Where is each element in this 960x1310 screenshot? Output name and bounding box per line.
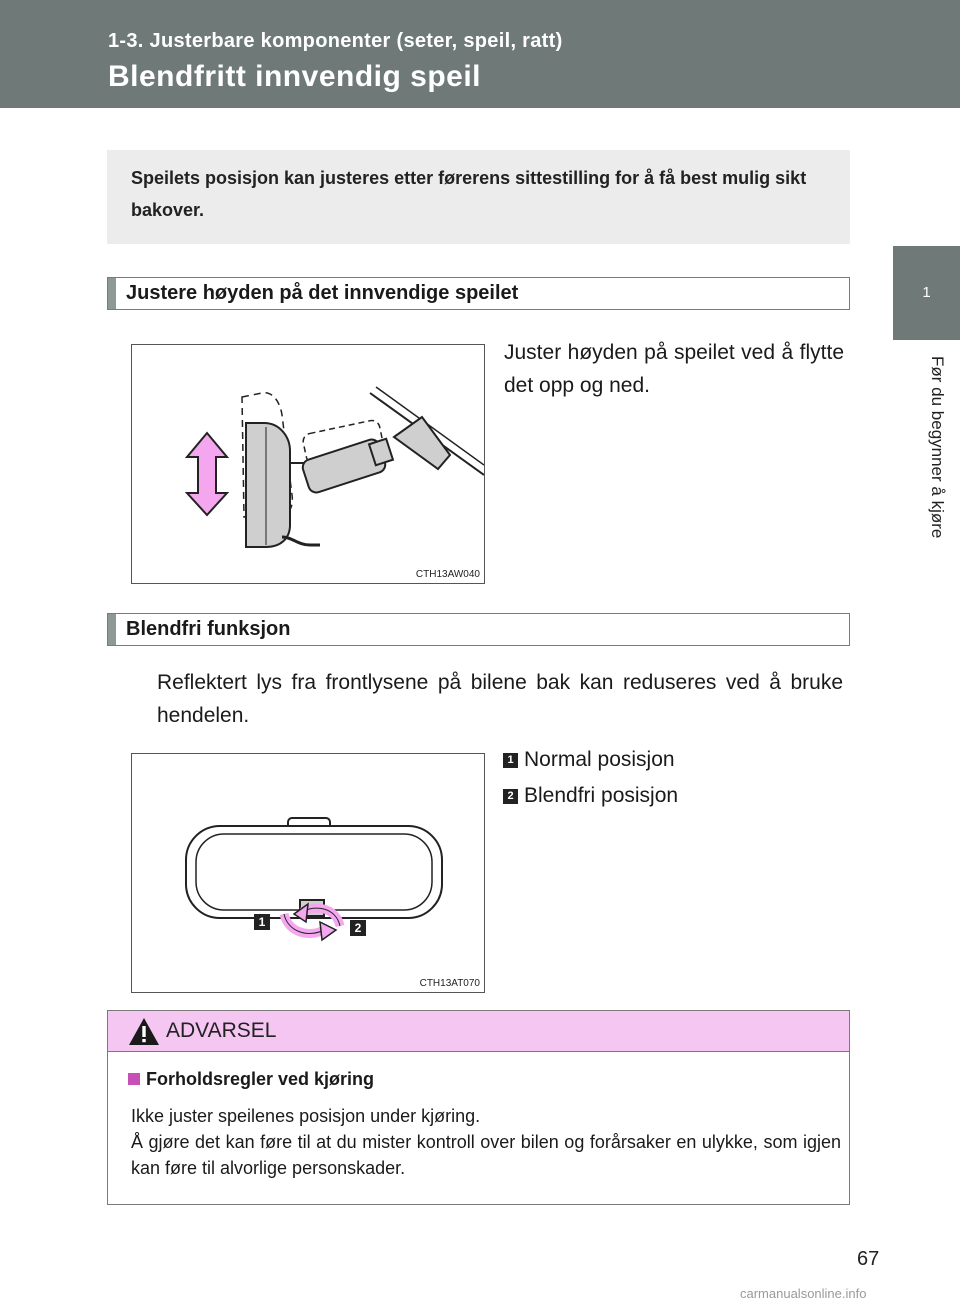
warning-line-2: Å gjøre det kan føre til at du mister kontroll over bilen og forårsaker en ulykke, som igjen kan føre til alvorlige personskader. [131,1132,841,1178]
section-heading-height: Justere høyden på det innvendige speilet [107,277,850,310]
square-bullet-icon [128,1073,140,1085]
warning-body [131,1103,841,1181]
warning-box [107,1010,850,1205]
callout-2: 2 [354,921,362,935]
page-number: 67 [857,1248,880,1270]
watermark: carmanualsonline.info [740,1286,867,1301]
intro-box: Speilets posisjon kan justeres etter førerens sittestilling for å få best mulig sikt bakover. [107,150,850,244]
page-header [0,0,960,108]
mirror-height-illustration [132,345,484,583]
section-text-height: Juster høyden på speilet ved å flytte det opp og ned. [504,341,844,397]
legend-item-antiglare [503,784,678,808]
warning-title: ADVARSEL [166,1019,277,1042]
warning-line-1: Ikke juster speilenes posisjon under kjøring. [131,1106,481,1126]
callout-badge: 1 [503,753,518,768]
chapter-tab: 1 [893,246,960,340]
chapter-label: Før du begynner å kjøre [928,356,947,539]
legend-label: Blendfri posisjon [524,784,679,807]
figure-mirror-height [131,344,485,584]
figure-code: CTH13AW040 [415,569,480,580]
section-heading-antiglare: Blendfri funksjon [107,613,850,646]
callout-badge: 2 [503,789,518,804]
section-label: 1-3. Justerbare komponenter (seter, speil, ratt) [108,30,563,52]
warning-triangle-icon [128,1017,160,1046]
callout-1: 1 [258,915,266,929]
legend-label: Normal posisjon [524,748,675,771]
page-title: Blendfritt innvendig speil [108,60,482,93]
figure-mirror-lever [131,753,485,993]
legend-item-normal [503,748,675,772]
warning-header [108,1011,849,1052]
figure-code: CTH13AT070 [419,978,480,989]
warning-subheading [128,1069,374,1090]
mirror-lever-illustration [132,754,484,992]
section-text-antiglare: Reflektert lys fra frontlysene på bilene bak kan reduseres ved å bruke hendelen. [157,671,843,727]
warning-subheading-text: Forholdsregler ved kjøring [146,1069,375,1089]
